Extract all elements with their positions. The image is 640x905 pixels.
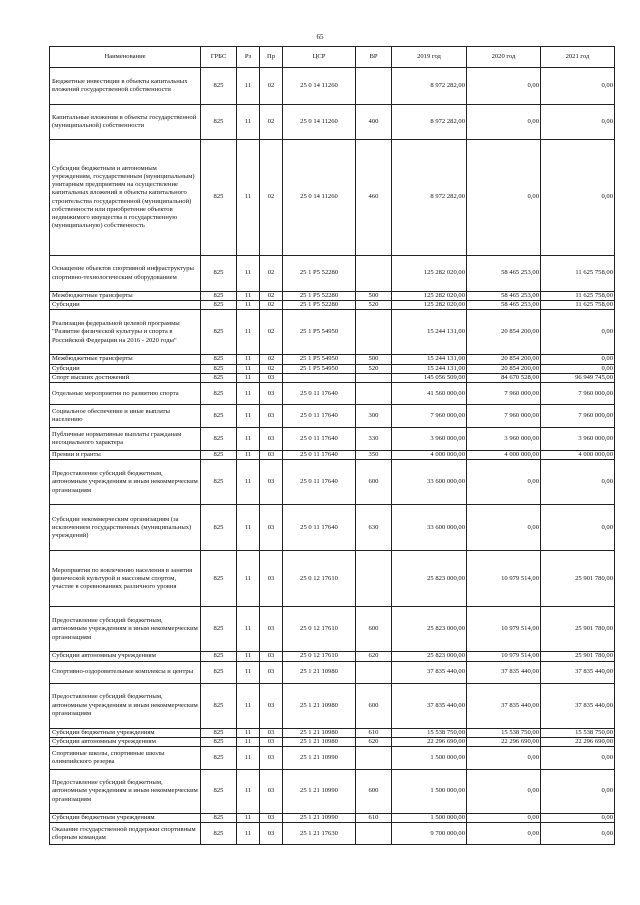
row-2021-cell: 3 960 000,00	[541, 428, 615, 451]
row-pr-cell: 03	[260, 383, 283, 405]
row-2020-cell: 0,00	[467, 105, 541, 140]
row-rz-cell: 11	[237, 814, 260, 823]
table-row	[50, 383, 615, 405]
table-row	[50, 747, 615, 770]
row-csr-cell: 25 1 21 10980	[283, 737, 356, 746]
row-vr-cell: 500	[356, 355, 392, 364]
row-rz-cell: 11	[237, 460, 260, 505]
row-name-cell: Субсидии автономным учреждениям	[50, 652, 201, 661]
row-2021-cell: 0,00	[541, 770, 615, 814]
row-name-cell: Оказание государственной поддержки спортивным сборным командам	[50, 823, 201, 845]
row-grbs-cell: 825	[201, 68, 237, 105]
row-vr-cell	[356, 823, 392, 845]
row-2019-cell: 33 600 000,00	[392, 505, 467, 551]
row-name-cell: Отдельные мероприятия по развитию спорта	[50, 383, 201, 405]
row-rz-cell: 11	[237, 364, 260, 373]
row-name-cell: Социальное обеспечение и иные выплаты населению	[50, 405, 201, 428]
row-2020-cell: 20 854 200,00	[467, 355, 541, 364]
table-row	[50, 661, 615, 683]
row-grbs-cell: 825	[201, 652, 237, 661]
row-2019-cell: 125 282 020,00	[392, 301, 467, 310]
row-name-cell: Субсидии	[50, 364, 201, 373]
row-pr-cell: 02	[260, 310, 283, 355]
row-pr-cell: 02	[260, 301, 283, 310]
table-row	[50, 256, 615, 292]
table-row	[50, 551, 615, 607]
row-name-cell: Бюджетные инвестиции в объекты капитальных вложений государственной собственности	[50, 68, 201, 105]
row-grbs-cell: 825	[201, 364, 237, 373]
row-name-cell: Предоставление субсидий бюджетным, автономным учреждениям и иным некоммерческим организациям	[50, 683, 201, 728]
row-csr-cell: 25 1 21 10990	[283, 814, 356, 823]
row-2021-cell: 0,00	[541, 823, 615, 845]
row-2020-cell: 20 854 200,00	[467, 310, 541, 355]
row-pr-cell: 03	[260, 451, 283, 460]
row-2021-cell: 0,00	[541, 814, 615, 823]
row-grbs-cell: 825	[201, 292, 237, 301]
row-2021-cell: 11 625 758,00	[541, 301, 615, 310]
row-rz-cell: 11	[237, 652, 260, 661]
row-vr-cell: 600	[356, 683, 392, 728]
row-2021-cell: 37 835 440,00	[541, 661, 615, 683]
row-name-cell: Субсидии бюджетным учреждениям	[50, 728, 201, 737]
row-2020-cell: 0,00	[467, 460, 541, 505]
row-csr-cell: 25 0 12 17610	[283, 652, 356, 661]
row-2019-cell: 15 244 131,00	[392, 364, 467, 373]
row-vr-cell	[356, 373, 392, 382]
row-vr-cell: 610	[356, 728, 392, 737]
row-2020-cell: 20 854 200,00	[467, 364, 541, 373]
row-name-cell: Предоставление субсидий бюджетным, автономным учреждениям и иным некоммерческим организациям	[50, 770, 201, 814]
row-grbs-cell: 825	[201, 256, 237, 292]
row-2021-cell: 25 901 780,00	[541, 551, 615, 607]
row-vr-cell: 600	[356, 770, 392, 814]
row-vr-cell	[356, 551, 392, 607]
row-csr-cell: 25 1 21 10980	[283, 661, 356, 683]
row-vr-cell: 520	[356, 364, 392, 373]
row-2021-cell: 0,00	[541, 747, 615, 770]
row-2019-cell: 15 244 131,00	[392, 310, 467, 355]
row-2020-cell: 3 960 000,00	[467, 428, 541, 451]
row-vr-cell: 620	[356, 737, 392, 746]
row-rz-cell: 11	[237, 383, 260, 405]
row-2021-cell: 11 625 758,00	[541, 256, 615, 292]
row-2020-cell: 0,00	[467, 68, 541, 105]
row-grbs-cell: 825	[201, 683, 237, 728]
row-name-cell: Капитальные вложения в объекты государственной (муниципальной) собственности	[50, 105, 201, 140]
row-csr-cell: 25 0 11 17640	[283, 460, 356, 505]
row-grbs-cell: 825	[201, 551, 237, 607]
table-row	[50, 364, 615, 373]
table-row	[50, 460, 615, 505]
row-2019-cell: 37 835 440,00	[392, 683, 467, 728]
row-2020-cell: 10 979 514,00	[467, 551, 541, 607]
row-pr-cell: 03	[260, 460, 283, 505]
row-grbs-cell: 825	[201, 383, 237, 405]
row-grbs-cell: 825	[201, 607, 237, 652]
table-row	[50, 505, 615, 551]
table-row	[50, 652, 615, 661]
row-csr-cell: 25 0 11 17640	[283, 383, 356, 405]
row-rz-cell: 11	[237, 355, 260, 364]
row-2021-cell: 7 960 000,00	[541, 383, 615, 405]
row-2019-cell: 41 560 000,00	[392, 383, 467, 405]
row-name-cell: Реализация федеральной целевой программы "Развитие физической культуры и спорта в Российской Федерации на 2016 - 2020 годы"	[50, 310, 201, 355]
row-rz-cell: 11	[237, 373, 260, 382]
header-2019: 2019 год	[392, 47, 467, 68]
row-name-cell: Мероприятия по вовлечению населения в занятия физической культурой и массовым спортом, участие в соревнованиях различного уровня	[50, 551, 201, 607]
row-2019-cell: 22 296 690,00	[392, 737, 467, 746]
row-2021-cell: 0,00	[541, 505, 615, 551]
row-2020-cell: 0,00	[467, 747, 541, 770]
row-2019-cell: 15 244 131,00	[392, 355, 467, 364]
row-csr-cell: 25 0 12 17610	[283, 607, 356, 652]
row-vr-cell: 630	[356, 505, 392, 551]
row-vr-cell: 400	[356, 105, 392, 140]
row-vr-cell: 350	[356, 451, 392, 460]
row-grbs-cell: 825	[201, 301, 237, 310]
row-name-cell: Межбюджетные трансферты	[50, 292, 201, 301]
table-row	[50, 607, 615, 652]
row-2020-cell: 7 960 000,00	[467, 405, 541, 428]
row-2020-cell: 58 465 253,00	[467, 256, 541, 292]
row-2020-cell: 7 960 000,00	[467, 383, 541, 405]
row-2019-cell: 8 972 282,00	[392, 68, 467, 105]
row-rz-cell: 11	[237, 823, 260, 845]
row-pr-cell: 03	[260, 428, 283, 451]
row-name-cell: Предоставление субсидий бюджетным, автономным учреждениям и иным некоммерческим организациям	[50, 607, 201, 652]
row-vr-cell: 330	[356, 428, 392, 451]
row-name-cell: Премии и гранты	[50, 451, 201, 460]
row-pr-cell: 02	[260, 364, 283, 373]
row-rz-cell: 11	[237, 728, 260, 737]
row-csr-cell: 25 1 21 17630	[283, 823, 356, 845]
row-2021-cell: 0,00	[541, 355, 615, 364]
table-row	[50, 737, 615, 746]
row-vr-cell	[356, 68, 392, 105]
budget-table	[49, 46, 615, 845]
header-pr: Пр	[260, 47, 283, 68]
row-rz-cell: 11	[237, 661, 260, 683]
row-2019-cell: 125 282 020,00	[392, 256, 467, 292]
row-vr-cell	[356, 661, 392, 683]
row-2021-cell: 0,00	[541, 460, 615, 505]
row-2020-cell: 10 979 514,00	[467, 607, 541, 652]
table-row	[50, 823, 615, 845]
row-rz-cell: 11	[237, 747, 260, 770]
row-2020-cell: 58 465 253,00	[467, 301, 541, 310]
row-pr-cell: 02	[260, 292, 283, 301]
table-header-row	[50, 47, 615, 68]
row-2020-cell: 37 835 440,00	[467, 683, 541, 728]
row-2019-cell: 1 500 000,00	[392, 770, 467, 814]
row-vr-cell: 600	[356, 607, 392, 652]
row-pr-cell: 02	[260, 68, 283, 105]
row-rz-cell: 11	[237, 292, 260, 301]
row-csr-cell: 25 1 21 10980	[283, 728, 356, 737]
row-grbs-cell: 825	[201, 823, 237, 845]
row-2021-cell: 25 901 780,00	[541, 652, 615, 661]
row-2019-cell: 37 835 440,00	[392, 661, 467, 683]
table-row	[50, 728, 615, 737]
row-vr-cell: 610	[356, 814, 392, 823]
row-2019-cell: 1 500 000,00	[392, 814, 467, 823]
row-2021-cell: 96 949 745,00	[541, 373, 615, 382]
row-pr-cell: 02	[260, 355, 283, 364]
row-2021-cell: 0,00	[541, 105, 615, 140]
row-pr-cell: 02	[260, 140, 283, 256]
header-csr: ЦСР	[283, 47, 356, 68]
row-2020-cell: 0,00	[467, 814, 541, 823]
row-pr-cell: 03	[260, 551, 283, 607]
table-row	[50, 683, 615, 728]
row-name-cell: Предоставление субсидий бюджетным, автономным учреждениям и иным некоммерческим организациям	[50, 460, 201, 505]
row-2020-cell: 10 979 514,00	[467, 652, 541, 661]
row-grbs-cell: 825	[201, 505, 237, 551]
table-row	[50, 105, 615, 140]
row-2020-cell: 15 538 750,00	[467, 728, 541, 737]
row-name-cell: Спортивные школы, спортивные школы олимпийского резерва	[50, 747, 201, 770]
row-name-cell: Субсидии некоммерческим организациям (за исключением государственных (муниципальных) учреждений)	[50, 505, 201, 551]
row-2020-cell: 4 000 000,00	[467, 451, 541, 460]
row-pr-cell: 03	[260, 823, 283, 845]
row-2020-cell: 37 835 440,00	[467, 661, 541, 683]
row-2019-cell: 8 972 282,00	[392, 105, 467, 140]
row-rz-cell: 11	[237, 105, 260, 140]
row-pr-cell: 03	[260, 405, 283, 428]
row-csr-cell: 25 0 14 11260	[283, 140, 356, 256]
row-name-cell: Субсидии автономным учреждениям	[50, 737, 201, 746]
row-pr-cell: 03	[260, 737, 283, 746]
row-2021-cell: 15 538 750,00	[541, 728, 615, 737]
row-2019-cell: 9 700 000,00	[392, 823, 467, 845]
row-rz-cell: 11	[237, 451, 260, 460]
row-name-cell: Публичные нормативные выплаты гражданам несоциального характера	[50, 428, 201, 451]
row-2019-cell: 33 600 000,00	[392, 460, 467, 505]
row-2019-cell: 25 823 000,00	[392, 607, 467, 652]
row-2021-cell: 0,00	[541, 310, 615, 355]
header-grbs: ГРБС	[201, 47, 237, 68]
header-2020: 2020 год	[467, 47, 541, 68]
header-vr: ВР	[356, 47, 392, 68]
row-csr-cell: 25 0 12 17610	[283, 551, 356, 607]
row-rz-cell: 11	[237, 683, 260, 728]
table-row	[50, 451, 615, 460]
row-2020-cell: 0,00	[467, 140, 541, 256]
row-rz-cell: 11	[237, 770, 260, 814]
table-row	[50, 770, 615, 814]
row-2020-cell: 0,00	[467, 770, 541, 814]
row-2020-cell: 58 465 253,00	[467, 292, 541, 301]
row-rz-cell: 11	[237, 607, 260, 652]
row-csr-cell: 25 1 21 10990	[283, 747, 356, 770]
row-csr-cell: 25 0 14 11260	[283, 105, 356, 140]
row-2020-cell: 22 296 690,00	[467, 737, 541, 746]
row-name-cell: Оснащение объектов спортивной инфраструктуры спортивно-технологическим оборудованием	[50, 256, 201, 292]
row-vr-cell	[356, 256, 392, 292]
row-vr-cell: 300	[356, 405, 392, 428]
row-rz-cell: 11	[237, 505, 260, 551]
row-csr-cell: 25 1 P5 54950	[283, 310, 356, 355]
row-name-cell: Субсидии бюджетным и автономным учреждениям, государственным (муниципальным) унитарным предприятиям на осуществление капитальных вложений в объекты капитального строительства государственной (муниципальной) собственности или приобретение объектов недвижимого имущества в государственную (муниципальную) собственность	[50, 140, 201, 256]
row-csr-cell: 25 0 11 17640	[283, 428, 356, 451]
row-csr-cell: 25 1 P5 54950	[283, 355, 356, 364]
row-csr-cell: 25 0 11 17640	[283, 405, 356, 428]
row-name-cell: Спортивно-оздоровительные комплексы и центры	[50, 661, 201, 683]
table-row	[50, 301, 615, 310]
row-csr-cell	[283, 373, 356, 382]
row-csr-cell: 25 1 P5 52280	[283, 301, 356, 310]
row-pr-cell: 03	[260, 652, 283, 661]
table-row	[50, 310, 615, 355]
row-2019-cell: 15 538 750,00	[392, 728, 467, 737]
row-csr-cell: 25 1 P5 52280	[283, 256, 356, 292]
page-number: 65	[316, 33, 324, 41]
row-grbs-cell: 825	[201, 814, 237, 823]
row-grbs-cell: 825	[201, 355, 237, 364]
row-vr-cell	[356, 747, 392, 770]
header-rz: Рз	[237, 47, 260, 68]
row-pr-cell: 03	[260, 607, 283, 652]
row-grbs-cell: 825	[201, 737, 237, 746]
table-row	[50, 405, 615, 428]
row-2021-cell: 11 625 758,00	[541, 292, 615, 301]
row-2019-cell: 125 282 020,00	[392, 292, 467, 301]
header-name: Наименование	[50, 47, 201, 68]
row-2021-cell: 0,00	[541, 140, 615, 256]
row-grbs-cell: 825	[201, 373, 237, 382]
row-grbs-cell: 825	[201, 405, 237, 428]
row-rz-cell: 11	[237, 140, 260, 256]
row-pr-cell: 02	[260, 256, 283, 292]
row-2021-cell: 22 296 690,00	[541, 737, 615, 746]
row-rz-cell: 11	[237, 551, 260, 607]
row-pr-cell: 03	[260, 505, 283, 551]
row-grbs-cell: 825	[201, 770, 237, 814]
row-pr-cell: 03	[260, 814, 283, 823]
row-csr-cell: 25 0 11 17640	[283, 505, 356, 551]
row-rz-cell: 11	[237, 428, 260, 451]
row-rz-cell: 11	[237, 737, 260, 746]
table-row	[50, 373, 615, 382]
row-2019-cell: 25 823 000,00	[392, 652, 467, 661]
row-2021-cell: 25 901 780,00	[541, 607, 615, 652]
table-row	[50, 140, 615, 256]
row-rz-cell: 11	[237, 256, 260, 292]
row-2020-cell: 0,00	[467, 505, 541, 551]
row-2019-cell: 1 500 000,00	[392, 747, 467, 770]
row-csr-cell: 25 0 11 17640	[283, 451, 356, 460]
row-2020-cell: 84 670 528,00	[467, 373, 541, 382]
row-csr-cell: 25 1 21 10990	[283, 770, 356, 814]
row-vr-cell: 460	[356, 140, 392, 256]
row-pr-cell: 03	[260, 661, 283, 683]
table-row	[50, 355, 615, 364]
row-pr-cell: 03	[260, 373, 283, 382]
row-csr-cell: 25 1 P5 52280	[283, 292, 356, 301]
row-name-cell: Субсидии бюджетным учреждениям	[50, 814, 201, 823]
row-2021-cell: 0,00	[541, 364, 615, 373]
row-pr-cell: 03	[260, 747, 283, 770]
header-2021: 2021 год	[541, 47, 615, 68]
row-2021-cell: 4 000 000,00	[541, 451, 615, 460]
table-row	[50, 814, 615, 823]
row-2020-cell: 0,00	[467, 823, 541, 845]
row-grbs-cell: 825	[201, 728, 237, 737]
row-rz-cell: 11	[237, 405, 260, 428]
row-vr-cell: 620	[356, 652, 392, 661]
row-2019-cell: 145 056 509,00	[392, 373, 467, 382]
row-2021-cell: 37 835 440,00	[541, 683, 615, 728]
row-2021-cell: 0,00	[541, 68, 615, 105]
table-body	[50, 68, 615, 845]
row-rz-cell: 11	[237, 301, 260, 310]
row-rz-cell: 11	[237, 68, 260, 105]
row-pr-cell: 03	[260, 770, 283, 814]
row-vr-cell	[356, 310, 392, 355]
row-grbs-cell: 825	[201, 661, 237, 683]
row-grbs-cell: 825	[201, 451, 237, 460]
row-csr-cell: 25 0 14 11260	[283, 68, 356, 105]
row-name-cell: Межбюджетные трансферты	[50, 355, 201, 364]
table-row	[50, 292, 615, 301]
row-grbs-cell: 825	[201, 105, 237, 140]
row-rz-cell: 11	[237, 310, 260, 355]
row-vr-cell: 600	[356, 460, 392, 505]
row-grbs-cell: 825	[201, 310, 237, 355]
row-grbs-cell: 825	[201, 140, 237, 256]
row-2021-cell: 7 960 000,00	[541, 405, 615, 428]
row-grbs-cell: 825	[201, 460, 237, 505]
row-vr-cell: 520	[356, 301, 392, 310]
row-2019-cell: 3 960 000,00	[392, 428, 467, 451]
row-csr-cell: 25 1 P5 54950	[283, 364, 356, 373]
row-grbs-cell: 825	[201, 747, 237, 770]
row-csr-cell: 25 1 21 10980	[283, 683, 356, 728]
row-name-cell: Субсидии	[50, 301, 201, 310]
row-name-cell: Спорт высших достижений	[50, 373, 201, 382]
row-vr-cell	[356, 383, 392, 405]
row-2019-cell: 25 823 000,00	[392, 551, 467, 607]
row-2019-cell: 4 000 000,00	[392, 451, 467, 460]
table-row	[50, 68, 615, 105]
row-2019-cell: 7 960 000,00	[392, 405, 467, 428]
row-grbs-cell: 825	[201, 428, 237, 451]
row-vr-cell: 500	[356, 292, 392, 301]
row-pr-cell: 03	[260, 728, 283, 737]
table-row	[50, 428, 615, 451]
row-pr-cell: 03	[260, 683, 283, 728]
row-2019-cell: 8 972 282,00	[392, 140, 467, 256]
row-pr-cell: 02	[260, 105, 283, 140]
